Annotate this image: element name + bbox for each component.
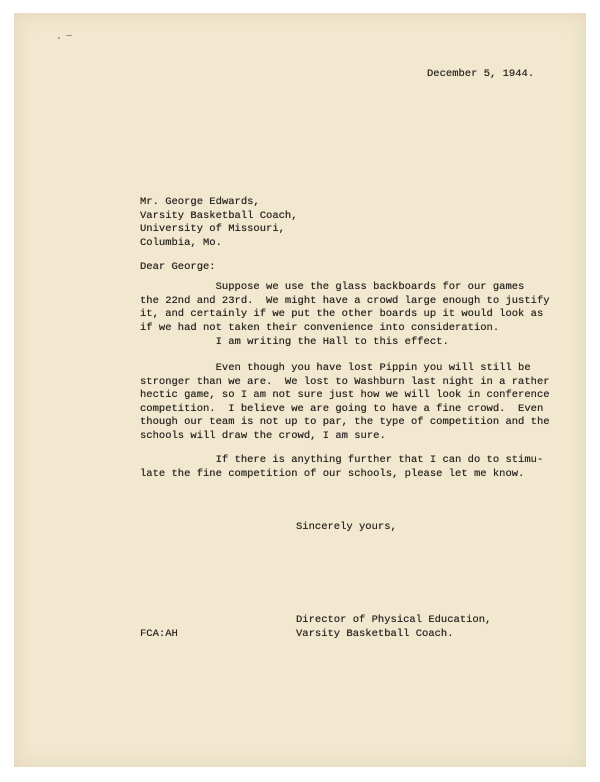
body-line: schools will draw the crowd, I am sure. [140, 429, 386, 442]
body-line: Suppose we use the glass backboards for our games [140, 281, 525, 293]
body-line: I am writing the Hall to this effect. [140, 336, 449, 348]
body-line: it, and certainly if we put the other boards up it would look as [140, 308, 544, 320]
signature-title-line: Varsity Basketball Coach. [296, 627, 454, 640]
paper-speck [58, 37, 60, 39]
signature-title-line: Director of Physical Education, [296, 614, 492, 626]
salutation: Dear George: [140, 261, 216, 273]
body-line: if we had not taken their convenience into consideration. [140, 321, 500, 334]
typist-initials: FCA:AH [140, 627, 178, 640]
body-line: late the fine competition of our schools, please let me know. [140, 467, 525, 480]
recipient-line: Mr. George Edwards, [140, 196, 260, 208]
recipient-line: University of Missouri, [140, 223, 285, 235]
letter-date: December 5, 1944. [427, 68, 535, 80]
body-line: the 22nd and 23rd. We might have a crowd large enough to justify [140, 294, 550, 307]
recipient-line: Varsity Basketball Coach, [140, 209, 298, 222]
body-line: stronger than we are. We lost to Washburn last night in a rather [140, 375, 550, 388]
closing: Sincerely yours, [296, 521, 397, 533]
paper-speck [66, 35, 72, 36]
body-line: competition. I believe we are going to have a fine crowd. Even [140, 402, 544, 415]
body-line: though our team is not up to par, the type of competition and the [140, 416, 550, 428]
body-line: If there is anything further that I can do to stimu- [140, 454, 544, 466]
body-line: Even though you have lost Pippin you will still be [140, 362, 531, 374]
recipient-line: Columbia, Mo. [140, 236, 222, 249]
body-line: hectic game, so I am not sure just how we will look in conference [140, 389, 550, 401]
